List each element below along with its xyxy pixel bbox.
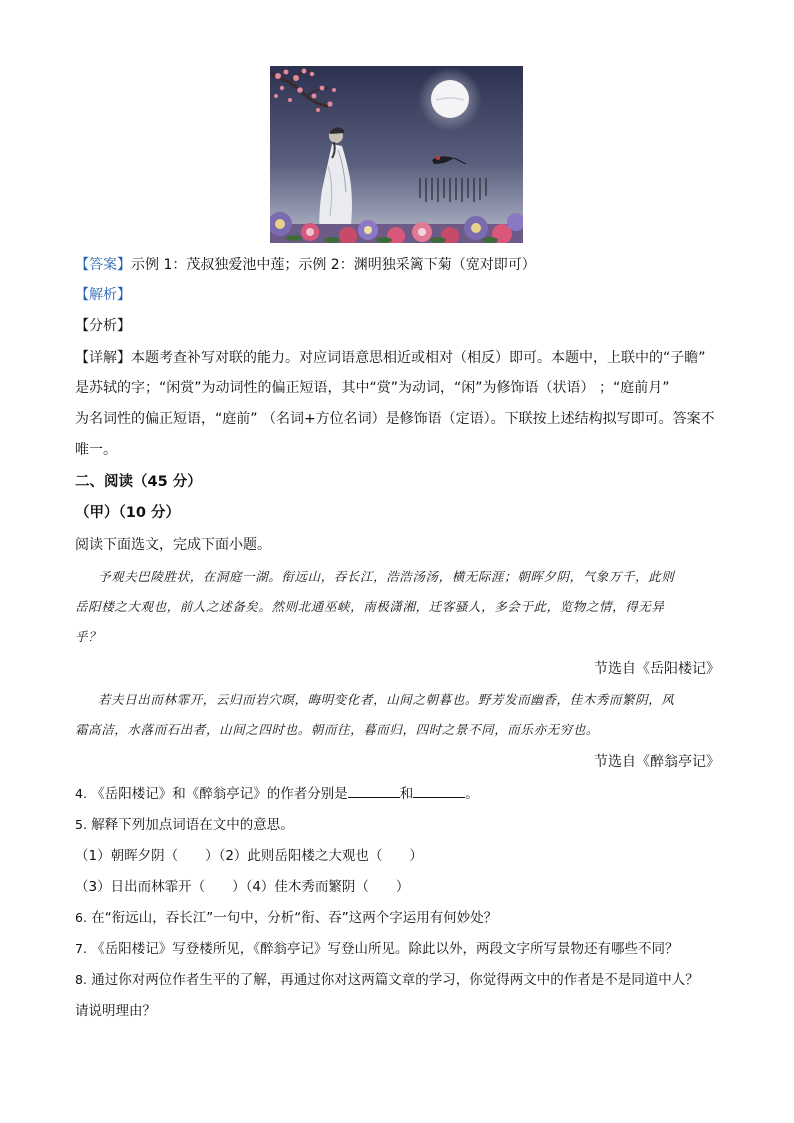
question-4 xyxy=(75,784,479,804)
question-text: 。 xyxy=(465,786,479,802)
passage1-line-1: 予观夫巴陵胜状，在洞庭一湖。衔远山，吞长江，浩浩汤汤，横无际涯；朝晖夕阴，气象万千，此则 xyxy=(98,569,675,584)
question-number: 8. xyxy=(75,972,87,987)
detail-text: 本题考查补写对联的能力。对应词语意思相近或相对（相反）即可。本题中，上联中的“子瞻” xyxy=(131,350,706,366)
question-5-row-1: （1）朝晖夕阴（ ）（2）此则岳阳楼之大观也（ ） xyxy=(75,848,423,864)
source-2: 节选自《醉翁亭记》 xyxy=(594,754,720,770)
answer-line xyxy=(75,255,536,275)
question-number: 4. xyxy=(75,786,87,801)
detail-line-2: 是苏轼的字；“闲赏”为动词性的偏正短语，其中“赏”为动词，“闲”为修饰语（状语） ；“庭前月” xyxy=(75,380,670,396)
passage2-line-2: 霜高洁，水落而石出者，山间之四时也。朝而往，暮而归，四时之景不同，而乐亦无穷也。 xyxy=(75,722,600,737)
question-text: 《岳阳楼记》写登楼所见，《醉翁亭记》写登山所见。除此以外，两段文字所写景物还有哪些不同？ xyxy=(91,941,679,957)
answer-blank[interactable] xyxy=(413,784,465,798)
fenxi-label: 【分析】 xyxy=(75,318,131,334)
question-text: 通过你对两位作者生平的了解，再通过你对这两篇文章的学习，你觉得两文中的作者是不是同道中人？ xyxy=(91,972,699,988)
question-text: 解释下列加点词语在文中的意思。 xyxy=(91,817,294,833)
detail-line-3: 为名词性的偏正短语，“庭前” （名词+方位名词）是修饰语（定语）。下联按上述结构拟写即可。答案不 xyxy=(75,411,715,427)
question-text: 《岳阳楼记》和《醉翁亭记》的作者分别是 xyxy=(91,786,348,802)
analysis-label: 【解析】 xyxy=(75,287,131,303)
question-7 xyxy=(75,939,678,959)
detail-label: 【详解】 xyxy=(75,350,131,366)
passage1-line-3: 乎？ xyxy=(75,629,102,644)
detail-line-1 xyxy=(75,348,706,368)
answer-blank[interactable] xyxy=(348,784,400,798)
question-text: 在“衔远山，吞长江”一句中，分析“衔、吞”这两个字运用有何妙处？ xyxy=(91,910,498,926)
question-text: 和 xyxy=(399,786,414,802)
poet-under-moon-painting xyxy=(270,66,523,243)
section-title: 二、阅读（45 分） xyxy=(75,474,202,490)
answer-label: 【答案】 xyxy=(75,257,131,273)
detail-line-4: 唯一。 xyxy=(75,442,117,458)
answer-text: 示例 1：茂叔独爱池中莲；示例 2：渊明独采篱下菊（宽对即可） xyxy=(131,257,536,273)
question-number: 6. xyxy=(75,910,87,925)
part-title: （甲）（10 分） xyxy=(75,505,180,521)
question-8-continued: 请说明理由？ xyxy=(75,1003,156,1019)
passage1-line-2: 岳阳楼之大观也，前人之述备矣。然则北通巫峡，南极潇湘，迁客骚人，多会于此，览物之情，得无异 xyxy=(75,599,665,614)
question-number: 5. xyxy=(75,817,87,832)
instruction: 阅读下面选文，完成下面小题。 xyxy=(75,537,271,553)
question-8 xyxy=(75,970,699,990)
passage2-line-1: 若夫日出而林霏开，云归而岩穴暝，晦明变化者，山间之朝暮也。野芳发而幽香，佳木秀而繁阴，风 xyxy=(98,692,675,707)
question-number: 7. xyxy=(75,941,87,956)
question-5-row-2: （3）日出而林霏开（ ）（4）佳木秀而繁阴（ ） xyxy=(75,879,410,895)
source-1: 节选自《岳阳楼记》 xyxy=(594,661,720,677)
question-5 xyxy=(75,815,294,835)
question-6 xyxy=(75,908,497,928)
